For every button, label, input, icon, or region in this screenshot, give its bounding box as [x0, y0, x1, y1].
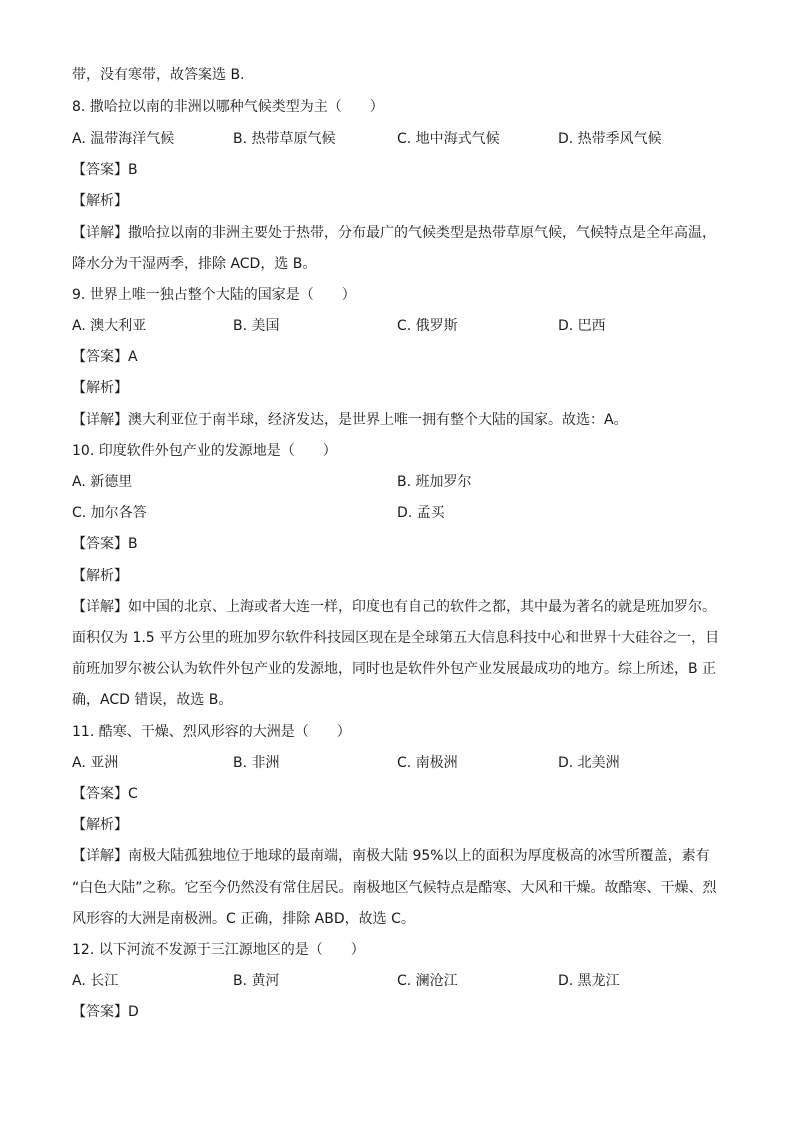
- detail-label: 【详解】: [72, 599, 128, 615]
- q10-detail-line-3: 前班加罗尔被公认为软件外包产业的发源地，同时也是软件外包产业发展最成功的地方。综上所述，B 正: [72, 661, 717, 677]
- q9-detail-line-1: [72, 410, 628, 430]
- answer-label: 【答案】: [72, 536, 128, 552]
- q12-option-c: C. 澜沧江: [397, 973, 458, 989]
- q11-analysis-label: 【解析】: [72, 817, 128, 833]
- q10-analysis-label: 【解析】: [72, 568, 128, 584]
- q7-answer-tail: 带，没有寒带，故答案选 B.: [72, 67, 245, 83]
- answer-label: 【答案】: [72, 786, 128, 802]
- detail-text: 撒哈拉以南的非洲主要处于热带，分布最广的气候类型是热带草原气候，气候特点是全年高温，: [128, 225, 716, 241]
- q10-option-b: B. 班加罗尔: [397, 474, 472, 490]
- q8-option-a: A. 温带海洋气候: [72, 131, 175, 147]
- answer-label: 【答案】: [72, 162, 128, 178]
- q8-analysis-label: 【解析】: [72, 193, 128, 209]
- q11-option-d: D. 北美洲: [558, 755, 620, 771]
- q9-option-d: D. 巴西: [558, 318, 606, 334]
- q10-option-d: D. 孟买: [397, 505, 445, 521]
- answer-value: B: [128, 536, 138, 552]
- q12-option-d: D. 黑龙江: [558, 973, 620, 989]
- q9-answer: [72, 347, 138, 367]
- q12-option-b: B. 黄河: [233, 973, 280, 989]
- q8-option-d: D. 热带季风气候: [558, 131, 662, 147]
- q11-question: 11. 酷寒、干燥、烈风形容的大洲是（ ）: [72, 724, 351, 740]
- q9-option-a: A. 澳大利亚: [72, 318, 147, 334]
- q12-option-a: A. 长江: [72, 973, 119, 989]
- q8-question: 8. 撒哈拉以南的非洲以哪种气候类型为主（ ）: [72, 99, 384, 115]
- q9-option-b: B. 美国: [233, 318, 280, 334]
- detail-label: 【详解】: [72, 225, 128, 241]
- answer-label: 【答案】: [72, 1004, 128, 1020]
- q10-detail-line-1: [72, 597, 716, 617]
- answer-value: B: [128, 162, 138, 178]
- q9-question: 9. 世界上唯一独占整个大陆的国家是（ ）: [72, 287, 356, 303]
- answer-label: 【答案】: [72, 349, 128, 365]
- answer-value: D: [128, 1004, 139, 1020]
- q9-option-c: C. 俄罗斯: [397, 318, 458, 334]
- q10-option-a: A. 新德里: [72, 474, 133, 490]
- q8-option-c: C. 地中海式气候: [397, 131, 500, 147]
- q10-option-c: C. 加尔各答: [72, 505, 147, 521]
- q11-detail-line-1: [72, 846, 710, 866]
- answer-value: C: [128, 786, 138, 802]
- answer-value: A: [128, 349, 138, 365]
- detail-text: 澳大利亚位于南半球，经济发达，是世界上唯一拥有整个大陆的国家。故选：A。: [128, 412, 628, 428]
- q10-detail-line-2: 面积仅为 1.5 平方公里的班加罗尔软件科技园区现在是全球第五大信息科技中心和世界十大硅谷之一，目: [72, 630, 720, 646]
- detail-label: 【详解】: [72, 848, 128, 864]
- q11-detail-line-3: 风形容的大洲是南极洲。C 正确，排除 ABD，故选 C。: [72, 911, 415, 927]
- q10-question: 10. 印度软件外包产业的发源地是（ ）: [72, 443, 337, 459]
- q11-option-a: A. 亚洲: [72, 755, 119, 771]
- q11-option-c: C. 南极洲: [397, 755, 458, 771]
- detail-text: 南极大陆孤独地位于地球的最南端，南极大陆 95%以上的面积为厚度极高的冰雪所覆盖，素有: [128, 848, 710, 864]
- q10-answer: [72, 534, 138, 554]
- q12-question: 12. 以下河流不发源于三江源地区的是（ ）: [72, 942, 365, 958]
- q10-detail-line-4: 确，ACD 错误，故选 B。: [72, 692, 233, 708]
- q8-option-b: B. 热带草原气候: [233, 131, 336, 147]
- q8-detail-line-2: 降水分为干湿两季，排除 ACD，选 B。: [72, 256, 317, 272]
- detail-label: 【详解】: [72, 412, 128, 428]
- q11-answer: [72, 784, 138, 804]
- q8-answer: [72, 160, 138, 180]
- q11-detail-line-2: “白色大陆”之称。它至今仍然没有常住居民。南极地区气候特点是酷寒、大风和干燥。故酷寒、干燥、烈: [72, 880, 717, 896]
- q12-answer: [72, 1002, 139, 1022]
- q8-detail-line-1: [72, 223, 716, 243]
- q11-option-b: B. 非洲: [233, 755, 280, 771]
- detail-text: 如中国的北京、上海或者大连一样，印度也有自己的软件之都，其中最为著名的就是班加罗尔。: [128, 599, 716, 615]
- q9-analysis-label: 【解析】: [72, 380, 128, 396]
